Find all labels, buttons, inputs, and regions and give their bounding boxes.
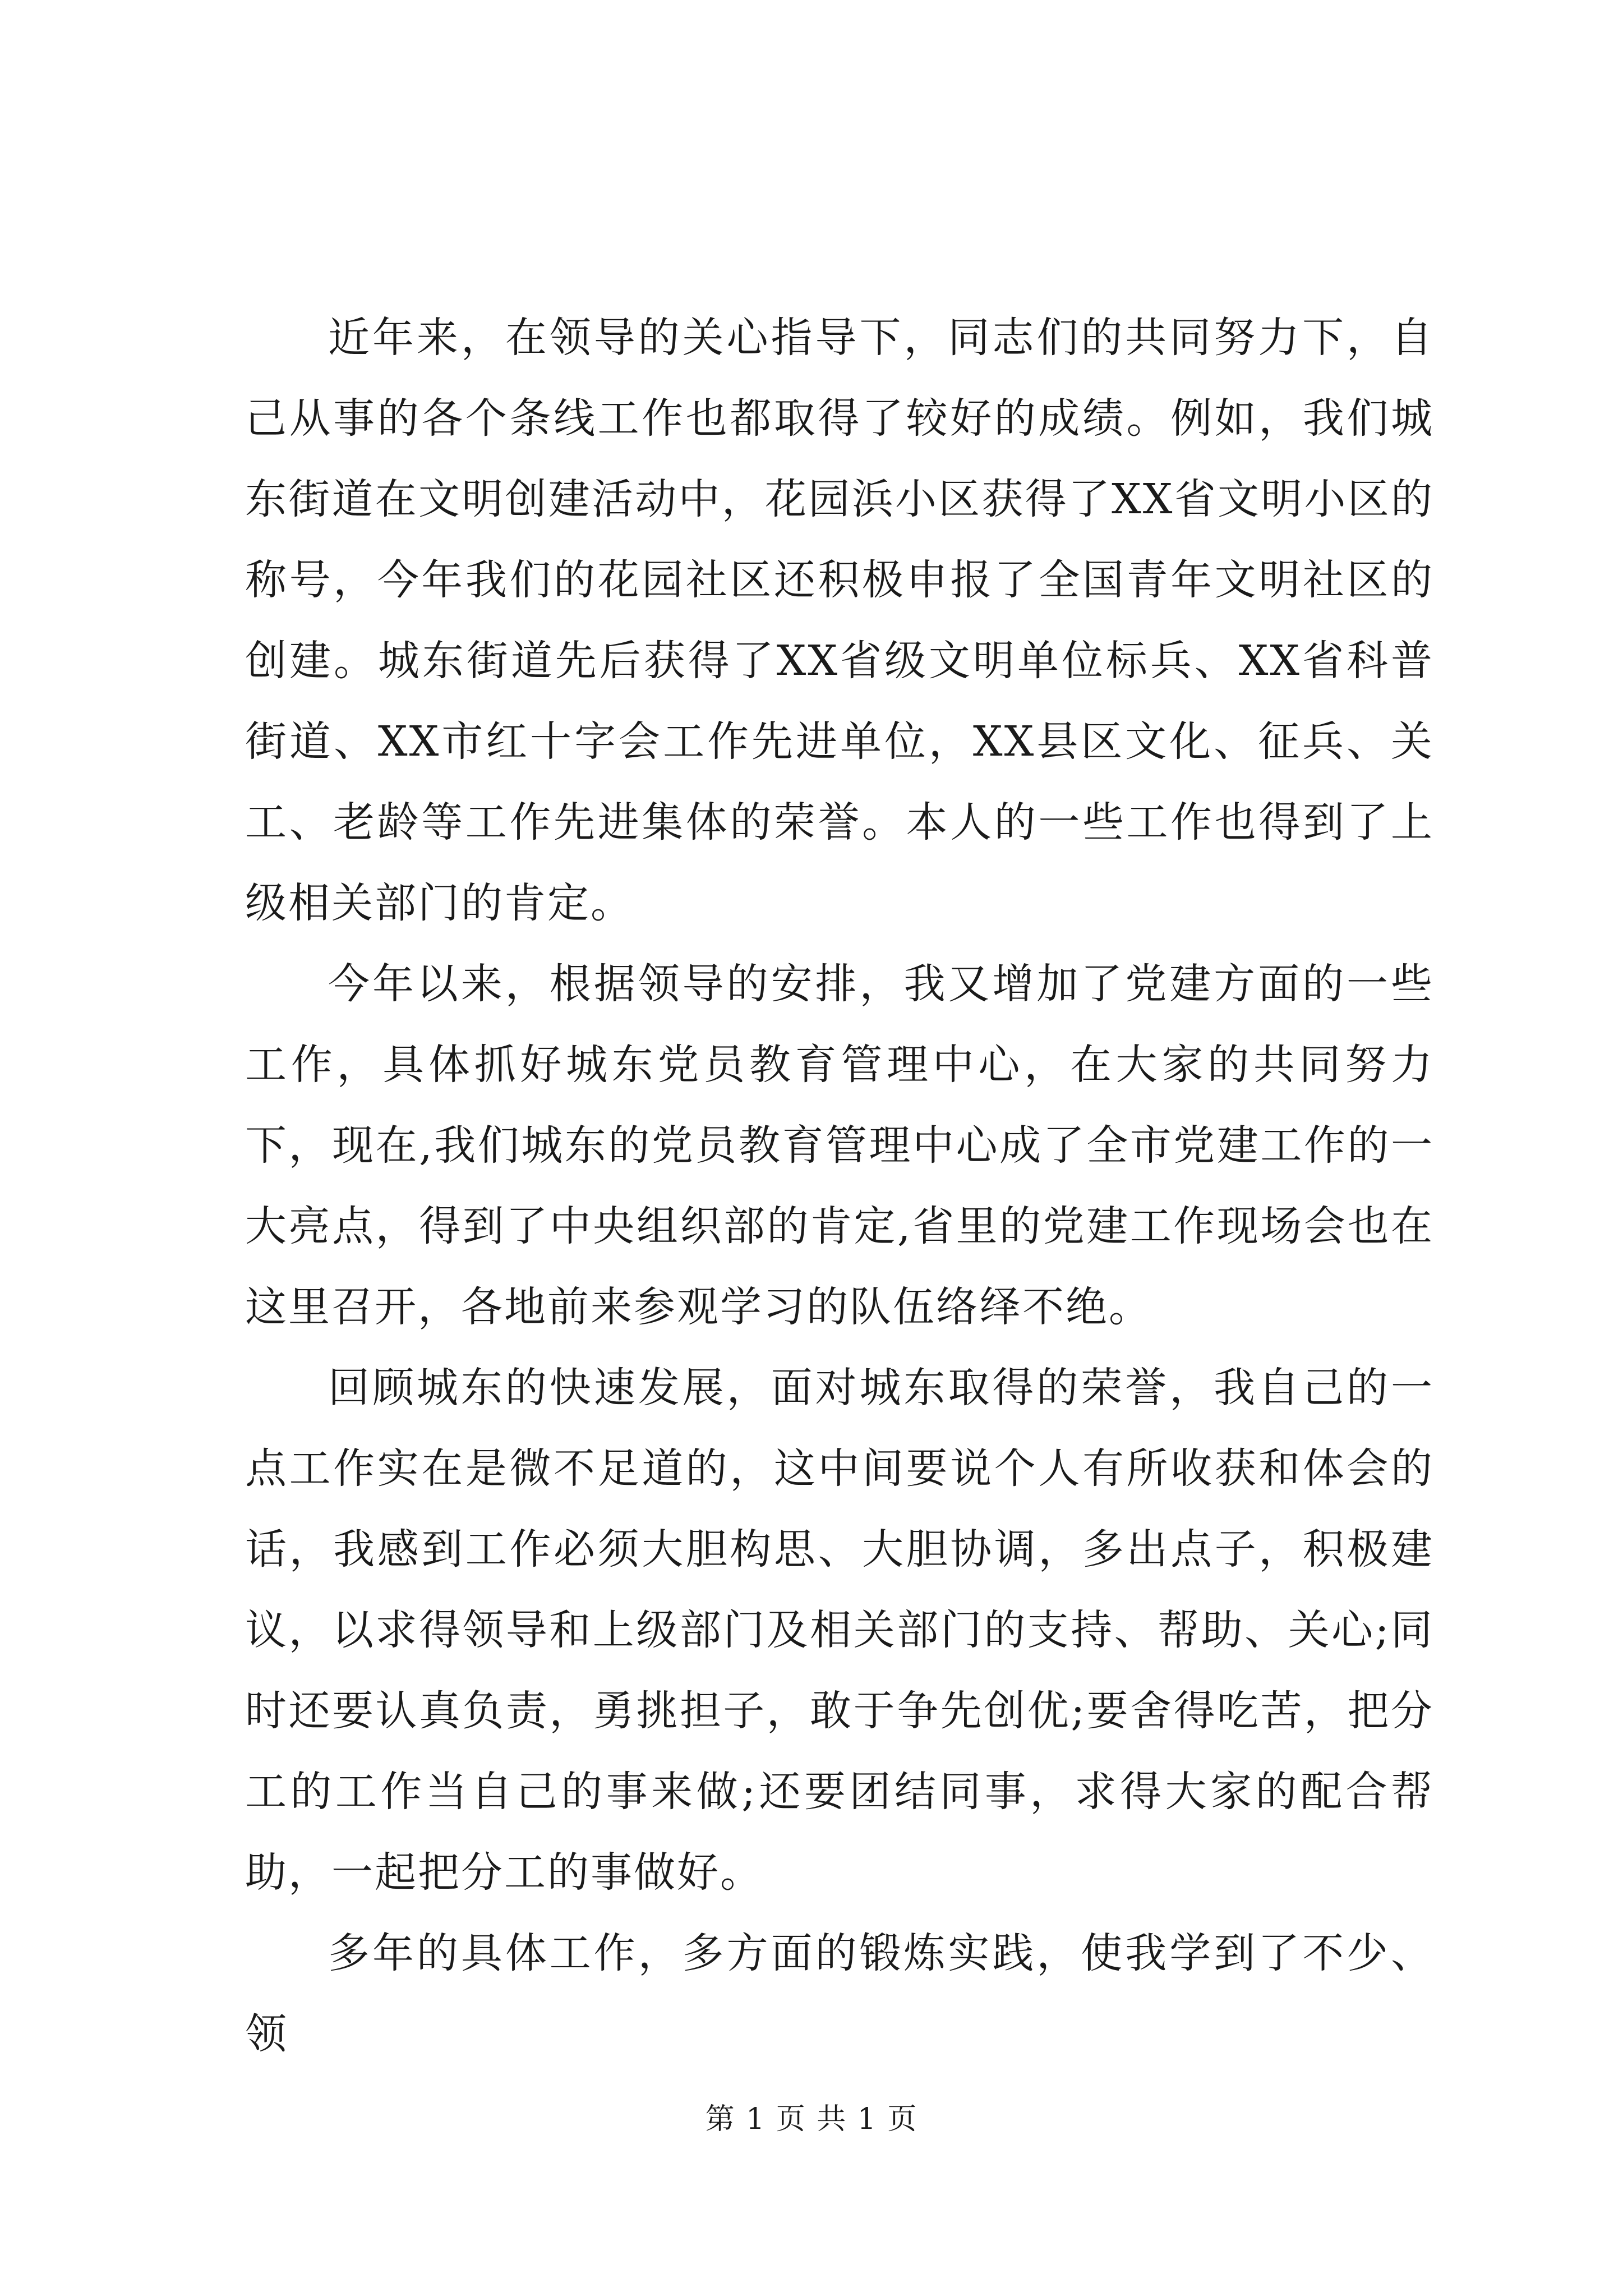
- page-footer: 第 1 页 共 1 页: [705, 2102, 918, 2136]
- paragraph-3: 回顾城东的快速发展，面对城东取得的荣誉，我自己的一点工作实在是微不足道的，这中间要说个人有所收获和体会的话，我感到工作必须大胆构思、大胆协调，多出点子，积极建议，以求得领导和上级部门及相关部门的支持、帮助、关心;同时还要认真负责，勇挑担子，敢于争先创优;要舍得吃苦，把分工的工作当自己的事来做;还要团结同事，求得大家的配合帮助，一起把分工的事做好。: [245, 1364, 1434, 1897]
- paragraph-4: 多年的具体工作，多方面的锻炼实践，使我学到了不少、领: [245, 1929, 1434, 2058]
- paragraph-1: 近年来，在领导的关心指导下，同志们的共同努力下，自己从事的各个条线工作也都取得了较好的成绩。例如，我们城东街道在文明创建活动中，花园浜小区获得了XX省文明小区的称号，今年我们的花园社区还积极申报了全国青年文明社区的创建。城东街道先后获得了XX省级文明单位标兵、XX省科普街道、XX市红十字会工作先进单位，XX县区文化、征兵、关工、老龄等工作先进集体的荣誉。本人的一些工作也得到了上级相关部门的肯定。: [245, 314, 1434, 927]
- paragraph-2: 今年以来，根据领导的安排，我又增加了党建方面的一些工作，具体抓好城东党员教育管理中心，在大家的共同努力下，现在,我们城东的党员教育管理中心成了全市党建工作的一大亮点，得到了中央组织部的肯定,省里的党建工作现场会也在这里召开，各地前来参观学习的队伍络绎不绝。: [245, 960, 1434, 1331]
- document-body: [245, 297, 1434, 2074]
